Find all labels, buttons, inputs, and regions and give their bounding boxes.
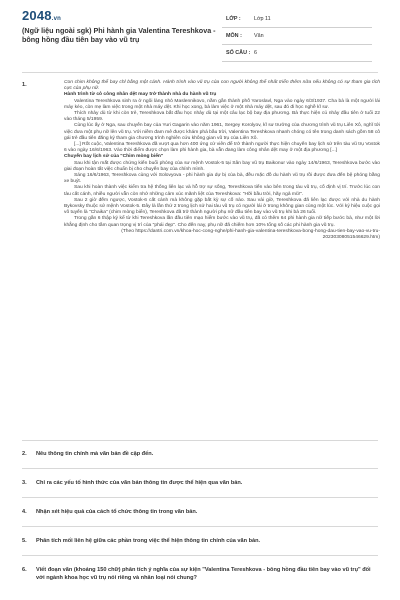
- divider: [22, 526, 378, 527]
- info-label: SỐ CÂU :: [226, 50, 251, 56]
- passage-heading: Chuyến bay lịch sử của "Chim mòng biển": [64, 154, 164, 160]
- info-row-class: [222, 11, 372, 28]
- question-number: 2.: [22, 451, 27, 457]
- logo-suffix: .vn: [51, 16, 62, 22]
- info-value: Lớp 11: [254, 16, 271, 22]
- info-row-question-count: [222, 45, 372, 62]
- page-header: [0, 0, 400, 66]
- info-row-subject: [222, 28, 372, 45]
- divider: [22, 72, 378, 73]
- question-text: Nhận xét hiệu quả của cách tổ chức thông tin trong văn bản.: [36, 509, 198, 515]
- passage-paragraph: Sau 2 giờ đếm ngược, Vostok-6 cất cánh mà không gặp bất kỳ sự cố nào. Sau vài giờ, Tereshkova đã liên lạc được với nhà du hành Bykovsky thuộc sứ mệnh Vostok-5. Đây là lần thứ 2 trong lịch sử hai tàu vũ trụ có người lái ở trong không gian cùng một lúc. Với ký hiệu cuộc gọi vô tuyến là "Chaika" (chim mòng biển), Tereshkova đã trở thành người phụ nữ đầu tiên bay vào vũ trụ khi bà 26 tuổi.: [64, 197, 380, 216]
- passage-paragraph: Sáng 16/6/1963, Tereshkova cùng với Solovyova - phi hành gia dự bị của bà, đều mặc đồ du hành vũ trụ rồi được đưa đến bệ phóng bằng xe buýt.: [64, 173, 380, 185]
- question-text: Chỉ ra các yếu tố hình thức của văn bản thông tin được thể hiện qua văn bản.: [36, 480, 243, 486]
- question-number: 5.: [22, 538, 27, 544]
- info-label: MÔN :: [226, 33, 242, 39]
- passage-epigraph: Con chim không thể bay chỉ bằng một cánh. Hành trình vào vũ trụ của con người không thể nhất triển thêm nữa nếu không có sự tham gia tích cực của phụ nữ.: [64, 80, 380, 92]
- site-logo[interactable]: [22, 8, 61, 23]
- question-text: Nêu thông tin chính mà văn bản đề cập đến.: [36, 451, 154, 457]
- passage-paragraph: Sau khi hoàn thành việc kiểm tra hệ thống liên lạc và hỗ trợ sự sống, Tereshkova tiến vào bên trong tàu vũ trụ, cố định vị trí. Trước lúc con tàu cất cánh, nhiều người vẫn còn nhớ những cảm xúc mãnh liệt của Tereshkova: "Hỡi bầu trời, hãy ngả mũ!".: [64, 185, 380, 197]
- question-number: 3.: [22, 480, 27, 486]
- passage-source: (Theo https://dantri.com.vn/khoa-hoc-cong-nghe/phi-hanh-gia-valentina-tereshkova-bong-hong-dau-tien-bay-vao-vu-tru-20230308051546629.htm): [121, 228, 380, 241]
- reading-passage: [64, 80, 380, 241]
- passage-paragraph: Thích nhảy dù từ khi còn trẻ, Tereshkova bắt đầu học nhảy dù tại một câu lạc bộ bay địa phương. Bà thực hiện cú nhảy đầu tiên ở tuổi 22 vào tháng 5/1959.: [64, 111, 380, 123]
- passage-paragraph: Trong gần 6 thập kỷ kể từ khi Tereshkova lần đầu tiên mạo hiểm bước vào vũ trụ, đã có thêm 64 phi hành gia nữ tiếp bước bà, như một lời khẳng định cho tầm quan trọng vị trí của "phái đẹp". Cho đến nay, phụ nữ đã chiếm hơn 10% tổng số các phi hành gia vũ trụ.: [64, 216, 380, 228]
- passage-paragraph: [...] Rốt cuộc, Valentina Tereshkova đã vượt qua hơn 400 ứng cử viên để trở thành người thực hiện chuyến bay lịch sử trên tàu vũ trụ Vostok 6 vào ngày 16/6/1963. Vào thời điểm được chọn làm phi hành gia, bà vẫn đang làm công nhân dệt may ở một địa phương [...]: [64, 142, 380, 154]
- question-text: Viết đoạn văn (khoảng 150 chữ) phân tích ý nghĩa của sự kiện "Valentina Tereshkova - bông hồng đầu tiên bay vào vũ trụ" đối với ngành khoa học vũ trụ nói riêng và nhân loại nói chung?: [36, 567, 371, 581]
- divider: [22, 497, 378, 498]
- question-text: Phân tích mối liên hệ giữa các phần trong việc thể hiện thông tin chính của văn bản.: [36, 538, 261, 544]
- divider: [22, 440, 378, 441]
- info-value: 6: [254, 50, 257, 56]
- passage-paragraph: Cùng lúc ấy ở Nga, sau chuyến bay của Yuri Gagarin vào năm 1961, Sergey Korolyov, kĩ sư trưởng của chương trình vũ trụ Liên Xô, nghĩ tới việc đưa một phụ nữ lên vũ trụ. Với niềm đam mê được khám phá bầu trời, Valentina Tereshkova nhanh chóng có tên trong danh sách gồm 58 cô gái trẻ đầu tiên đăng ký tham gia chương trình nghiên cứu không gian vũ trụ của Liên Xô.: [64, 123, 380, 141]
- passage-paragraph: Sau khi tận mắt được chứng kiến buổi phóng của sư mệnh Vostok-5 tại Sân bay vũ trụ Baikonur vào ngày 14/6/1963, Tereshkova bước vào giai đoạn hoàn tất việc chuẩn bị cho chuyến bay của chính mình.: [64, 160, 380, 172]
- info-label: LỚP :: [226, 16, 241, 22]
- passage-paragraph: Valentina Tereshkova sinh ra ở ngôi làng nhỏ Maslennikovo, nằm gần thành phố Yaroslavl, Nga vào ngày 6/3/1937. Cha bà là một người lái máy kéo, còn mẹ làm việc trong một nhà máy dệt. Khi học xong, bà làm việc ở một nhà máy dệt, sau đó đi học nghề kĩ sư.: [64, 98, 380, 110]
- question-number: 6.: [22, 567, 27, 573]
- info-value: Văn: [254, 33, 264, 39]
- divider: [22, 468, 378, 469]
- question-number: 4.: [22, 509, 27, 515]
- document-title: (Ngữ liệu ngoài sgk) Phi hành gia Valentina Tereshkova - bông hồng đầu tiên bay vào vũ trụ: [22, 26, 216, 44]
- logo-main: 2048: [22, 8, 52, 23]
- info-table: [222, 11, 372, 59]
- passage-number: 1.: [22, 82, 27, 88]
- passage-heading: Hành trình từ cô công nhân dệt may trở thành nhà du hành vũ trụ: [64, 92, 217, 98]
- divider: [22, 555, 378, 556]
